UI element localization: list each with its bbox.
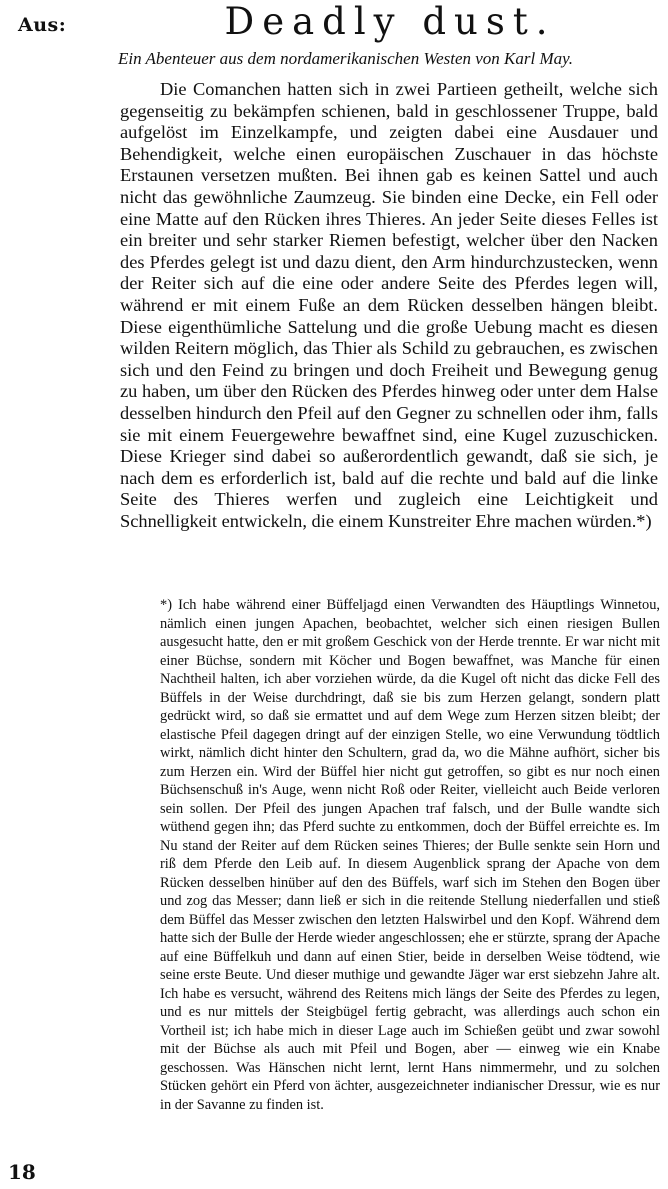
- page-title: Deadly dust.: [224, 0, 556, 43]
- page-number: 18: [8, 1160, 36, 1184]
- main-paragraph: Die Comanchen hatten sich in zwei Partieen getheilt, welche sich gegenseitig zu bekämpfen schienen, bald in geschlossener Truppe, bald aufgelöst im Einzelkampfe, und zeigten dabei eine Ausdauer und Behendigkeit, welche einen europäischen Zuschauer in das höchste Erstaunen versetzen mußten. Bei ihnen gab es keinen Sattel und auch nicht das gewöhnliche Zaumzeug. Sie binden eine Decke, ein Fell oder eine Matte auf den Rücken ihres Thieres. An jeder Seite dieses Felles ist ein breiter und sehr starker Riemen befestigt, welcher über den Nacken des Pferdes gelegt ist und dazu dient, den Arm hindurchzustecken, wenn der Reiter sich auf die eine oder andere Seite des Pferdes legen will, während er mit einem Fuße an dem Rücken desselben hängen bleibt. Diese eigenthümliche Sattelung und die große Uebung macht es diesen wilden Reitern möglich, das Thier als Schild zu gebrauchen, es zwischen sich und den Feind zu bringen und doch Freiheit und Bewegung genug zu haben, um über den Rücken des Pferdes hinweg oder unter dem Halse desselben hindurch den Pfeil auf den Gegner zu schnellen oder ihm, falls sie mit einem Feuergewehre bewaffnet sind, eine Kugel zuzuschicken. Diese Krieger sind dabei so außerordentlich gewandt, daß sie sich, je nach dem es erforderlich ist, bald auf die rechte und bald auf die linke Seite des Thieres werfen und zugleich eine Leichtigkeit und Schnelligkeit entwickeln, die einem Kunstreiter Ehre machen würden.*): [120, 79, 658, 531]
- footnote: *) Ich habe während einer Büffeljagd einen Verwandten des Häuptlings Winnetou, nämlich einen jungen Apachen, beobachtet, welcher sich einen riesigen Bullen ausgesucht hatte, den er mit großem Geschick von der Herde trennte. Er war nicht mit einer Büchse, sondern mit Köcher und Bogen bewaffnet, was Manche für einen Nachtheil halten, ich aber vorziehen würde, da die Kugel oft nicht das dicke Fell des Büffels in der Weise durchdringt, daß sie bis zum Herzen gelangt, sondern platt gedrückt wird, so daß sie ermattet und auf dem Wege zum Herzen sitzen bleibt; der elastische Pfeil dagegen dringt auf der einzigen Stelle, wo eine Verwundung tödtlich wirkt, nämlich dicht hinter den Schultern, grad da, wo die Mähne aufhört, sicher bis zum Herzen ein. Wird der Büffel hier nicht gut getroffen, so gibt es nur noch einen Büchsenschuß in's Auge, wenn nicht Roß oder Reiter, vielleicht auch Beide verloren sein sollen. Der Pfeil des jungen Apachen traf falsch, und der Bulle wandte sich wüthend gegen ihn; das Pferd suchte zu entkommen, doch der Büffel erreichte es. Im Nu stand der Reiter auf dem Rücken seines Thieres; der Bulle senkte sein Horn und riß dem Pferde den Leib auf. In diesem Augenblick sprang der Apache von dem Rücken desselben hinüber auf den des Büffels, warf sich im Stehen den Bogen über und zog das Messer; dann ließ er sich in die reitende Stellung niederfallen und stieß dem Büffel das Messer zwischen den letzten Halswirbel und den Kopf. Während dem hatte sich der Bulle der Herde wieder angeschlossen; ehe er stürzte, sprang der Apache auf eine Büffelkuh und dann auf einen Stier, beide in derselben Weise tödtend, wie seine erste Beute. Und dieser muthige und gewandte Jäger war erst siebzehn Jahre alt. Ich habe es versucht, während des Reitens mich längs der Seite des Pferdes zu legen, und es nur mittels der Steigbügel fertig gebracht, was allerdings auch schon ein Vortheil ist; ich habe mich in dieser Lage auch im Schießen geübt und zwar sowohl mit der Büchse als auch mit Pfeil und Bogen, aber — einweg wie ein Knabe geschossen. Was Hänschen nicht lernt, lernt Hans nimmermehr, und zu solchen Stücken gehört ein Pferd von ächter, ausgezeichneter indianischer Dressur, wie es nur in der Savanne zu finden ist.: [160, 597, 660, 1113]
- source-label: Aus:: [18, 14, 67, 36]
- subtitle: Ein Abenteuer aus dem nordamerikanischen Westen von Karl May.: [118, 49, 573, 68]
